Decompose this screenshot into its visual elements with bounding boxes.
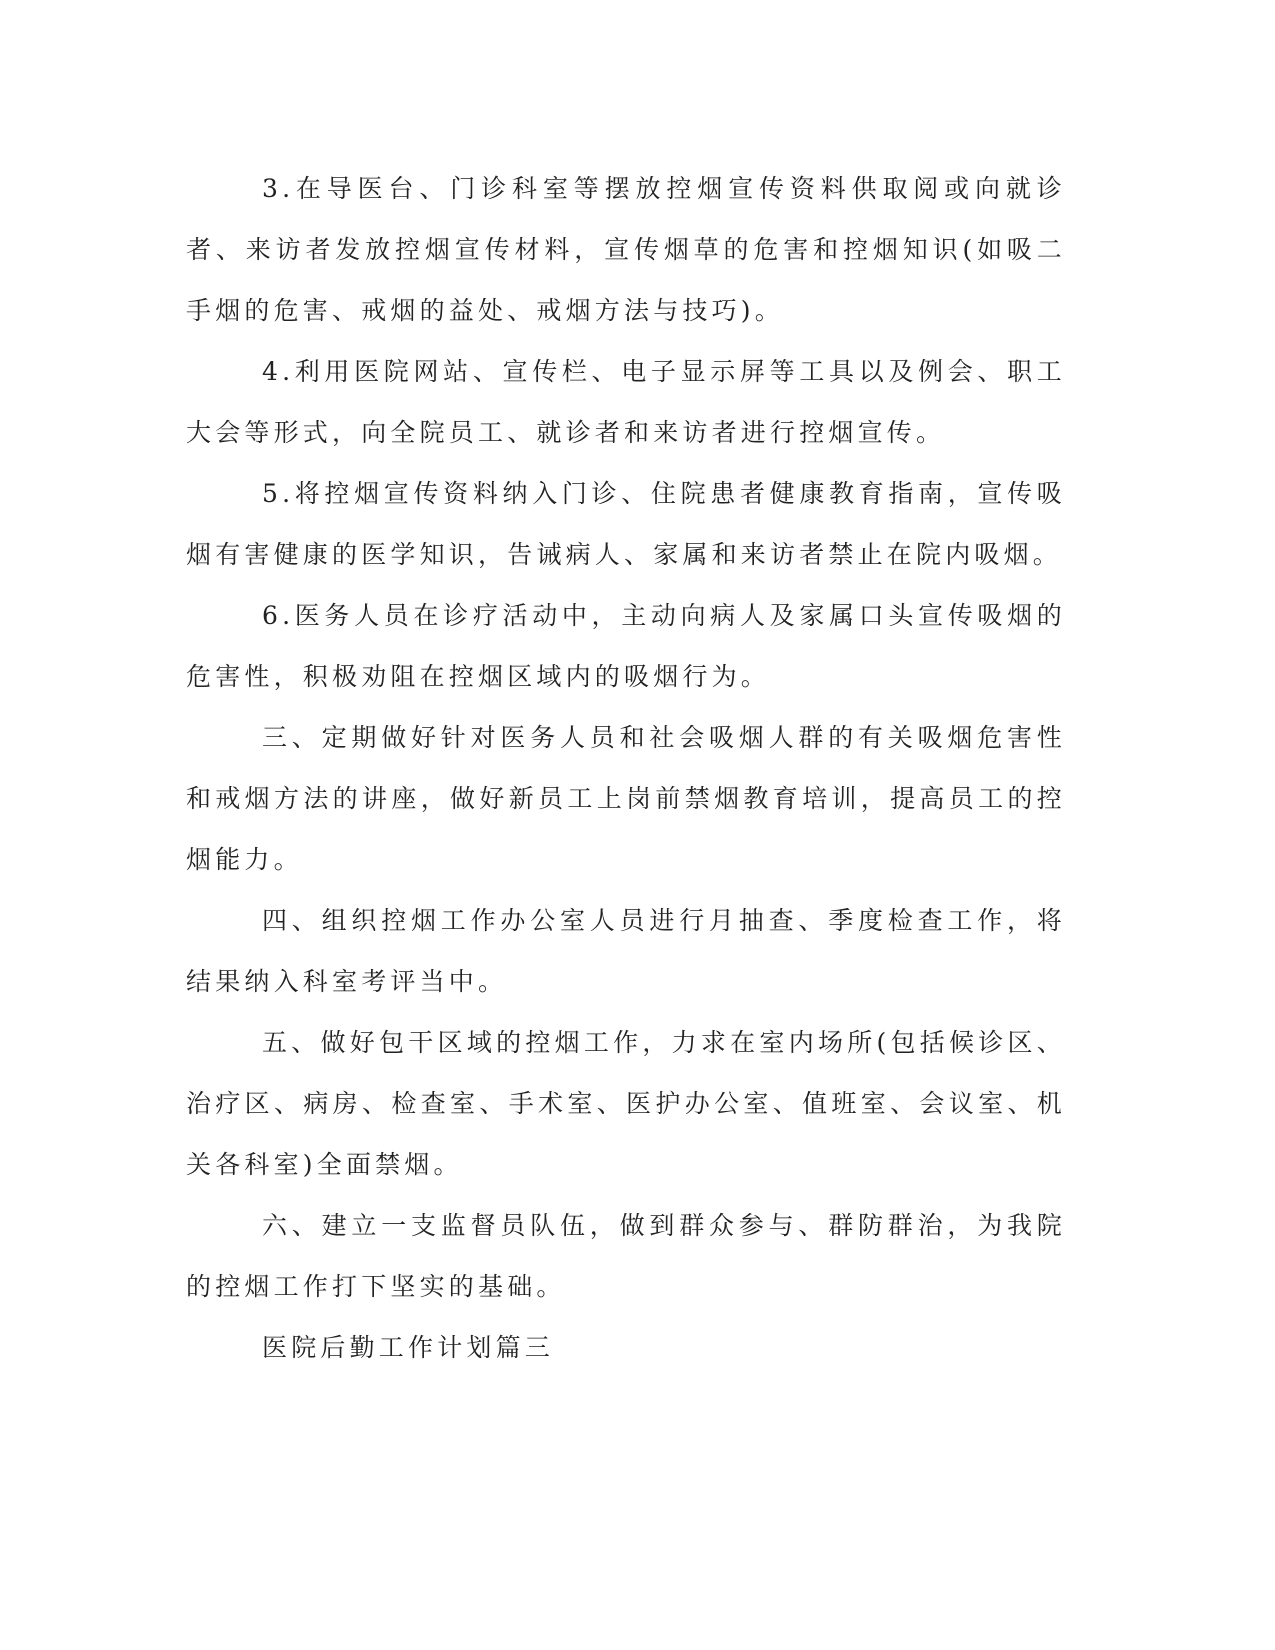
paragraph-section-4: 四、组织控烟工作办公室人员进行月抽查、季度检查工作，将结果纳入科室考评当中。 [186,906,1066,996]
paragraph-section-6: 六、建立一支监督员队伍，做到群众参与、群防群治，为我院的控烟工作打下坚实的基础。 [186,1211,1066,1301]
document-body [186,158,1066,1378]
paragraph-item-5: 5.将控烟宣传资料纳入门诊、住院患者健康教育指南，宣传吸烟有害健康的医学知识，告诫病人、家属和来访者禁止在院内吸烟。 [186,479,1066,569]
section-heading: 医院后勤工作计划篇三 [262,1333,555,1362]
paragraph-item-6: 6.医务人员在诊疗活动中，主动向病人及家属口头宣传吸烟的危害性，积极劝阻在控烟区域内的吸烟行为。 [186,601,1066,691]
paragraph-item-3: 3.在导医台、门诊科室等摆放控烟宣传资料供取阅或向就诊者、来访者发放控烟宣传材料，宣传烟草的危害和控烟知识(如吸二手烟的危害、戒烟的益处、戒烟方法与技巧)。 [186,174,1066,325]
paragraph-section-5: 五、做好包干区域的控烟工作，力求在室内场所(包括候诊区、治疗区、病房、检查室、手术室、医护办公室、值班室、会议室、机关各科室)全面禁烟。 [186,1028,1066,1179]
paragraph-item-4: 4.利用医院网站、宣传栏、电子显示屏等工具以及例会、职工大会等形式，向全院员工、就诊者和来访者进行控烟宣传。 [186,357,1066,447]
paragraph-section-3: 三、定期做好针对医务人员和社会吸烟人群的有关吸烟危害性和戒烟方法的讲座，做好新员工上岗前禁烟教育培训，提高员工的控烟能力。 [186,723,1066,874]
